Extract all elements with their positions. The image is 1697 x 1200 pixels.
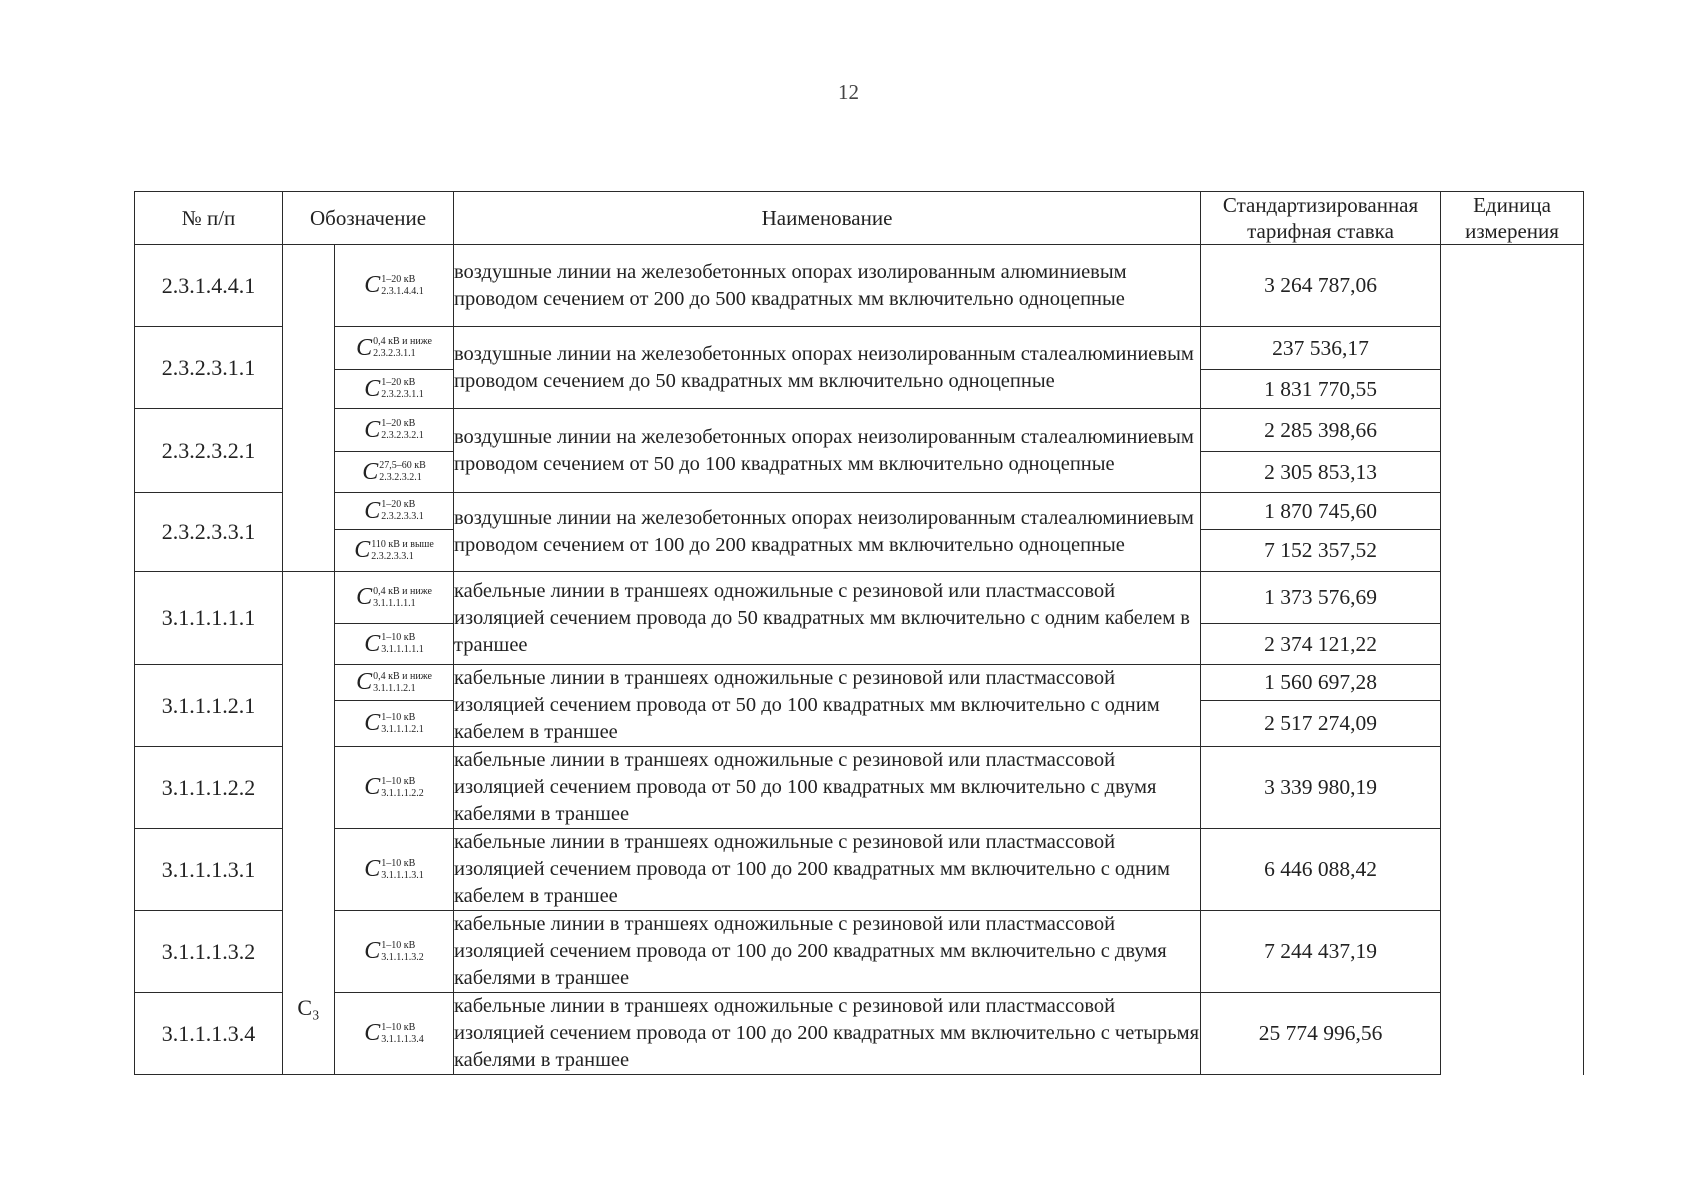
designation-symbol: C bbox=[364, 774, 381, 800]
designation-superscript: 1–10 кВ bbox=[381, 632, 416, 643]
designation-scripts bbox=[381, 377, 424, 401]
designation-formula bbox=[362, 459, 426, 486]
designation-cell bbox=[335, 993, 454, 1075]
designation-formula bbox=[364, 631, 424, 658]
row-number: 3.1.1.1.3.4 bbox=[135, 993, 283, 1075]
row-name: кабельные линии в траншеях одножильные с резиновой или пластмассовой изоляцией сечением провода до 50 квадратных мм включительно с одним кабелем в траншее bbox=[454, 572, 1201, 665]
designation-subscript: 2.3.2.3.3.1 bbox=[371, 550, 414, 562]
designation-scripts bbox=[381, 274, 424, 298]
designation-subscript: 3.1.1.1.2.1 bbox=[381, 723, 424, 735]
designation-scripts bbox=[381, 858, 424, 882]
designation-subscript: 3.1.1.1.2.2 bbox=[381, 787, 424, 799]
designation-scripts bbox=[381, 632, 424, 656]
designation-subscript: 3.1.1.1.3.4 bbox=[381, 1033, 424, 1045]
table-body bbox=[135, 245, 1584, 1075]
designation-formula bbox=[356, 584, 432, 611]
designation-cell bbox=[335, 493, 454, 530]
row-number: 3.1.1.1.3.1 bbox=[135, 829, 283, 911]
designation-superscript: 1–10 кВ bbox=[381, 775, 416, 787]
rate-value: 6 446 088,42 bbox=[1201, 829, 1441, 911]
table-row bbox=[135, 409, 1584, 452]
rate-value: 2 374 121,22 bbox=[1201, 624, 1441, 665]
designation-formula bbox=[364, 417, 424, 444]
designation-subscript: 2.3.2.3.1.1 bbox=[373, 348, 416, 359]
designation-superscript: 1–10 кВ bbox=[381, 1021, 416, 1033]
designation-superscript: 1–10 кВ bbox=[381, 857, 416, 869]
designation-symbol: C bbox=[356, 334, 373, 361]
page-number: 12 bbox=[838, 80, 859, 104]
row-number: 2.3.2.3.3.1 bbox=[135, 493, 283, 572]
designation-subscript: 3.1.1.1.1.1 bbox=[381, 644, 424, 655]
header-num: № п/п bbox=[135, 192, 283, 245]
designation-scripts bbox=[371, 539, 434, 563]
designation-subscript: 2.3.2.3.1.1 bbox=[381, 389, 424, 400]
row-number: 2.3.2.3.1.1 bbox=[135, 327, 283, 409]
designation-symbol: C bbox=[364, 375, 381, 402]
rate-value: 237 536,17 bbox=[1201, 327, 1441, 370]
row-number: 3.1.1.1.2.2 bbox=[135, 747, 283, 829]
rate-value: 25 774 996,56 bbox=[1201, 993, 1441, 1075]
table-row bbox=[135, 993, 1584, 1075]
designation-cell bbox=[335, 327, 454, 370]
row-number: 3.1.1.1.1.1 bbox=[135, 572, 283, 665]
designation-superscript: 1–20 кВ bbox=[381, 418, 416, 429]
row-number: 2.3.1.4.4.1 bbox=[135, 245, 283, 327]
designation-symbol: C bbox=[364, 938, 381, 964]
table-row bbox=[135, 245, 1584, 327]
row-number: 3.1.1.1.2.1 bbox=[135, 665, 283, 747]
designation-symbol: C bbox=[364, 272, 381, 298]
designation-formula bbox=[354, 537, 434, 564]
designation-formula bbox=[364, 856, 424, 883]
designation-formula bbox=[364, 710, 424, 737]
designation-scripts bbox=[381, 940, 424, 964]
designation-formula bbox=[364, 938, 424, 965]
designation-formula bbox=[356, 669, 432, 696]
table-row bbox=[135, 747, 1584, 829]
designation-superscript: 0,4 кВ и ниже bbox=[373, 670, 432, 682]
rate-value: 7 244 437,19 bbox=[1201, 911, 1441, 993]
designation-superscript: 0,4 кВ и ниже bbox=[373, 336, 432, 347]
designation-cell bbox=[335, 409, 454, 452]
designation-scripts bbox=[381, 712, 424, 736]
rate-value: 3 339 980,19 bbox=[1201, 747, 1441, 829]
header-name: Наименование bbox=[454, 192, 1201, 245]
designation-superscript: 27,5–60 кВ bbox=[379, 460, 426, 471]
designation-symbol: C bbox=[356, 584, 373, 610]
rate-value: 3 264 787,06 bbox=[1201, 245, 1441, 327]
row-name: кабельные линии в траншеях одножильные с резиновой или пластмассовой изоляцией сечением провода от 50 до 100 квадратных мм включительно с одним кабелем в траншее bbox=[454, 665, 1201, 747]
designation-subscript: 2.3.2.3.2.1 bbox=[379, 472, 422, 483]
table-row bbox=[135, 493, 1584, 530]
header-designation: Обозначение bbox=[283, 192, 454, 245]
rate-value: 2 517 274,09 bbox=[1201, 701, 1441, 747]
designation-symbol: C bbox=[364, 856, 381, 882]
designation-cell bbox=[335, 530, 454, 572]
designation-superscript: 1–20 кВ bbox=[381, 499, 416, 510]
designation-superscript: 1–10 кВ bbox=[381, 939, 416, 951]
table-row bbox=[135, 665, 1584, 701]
designation-subscript: 3.1.1.1.1.1 bbox=[373, 597, 416, 609]
designation-cell bbox=[335, 572, 454, 624]
designation-superscript: 110 кВ и выше bbox=[371, 538, 434, 550]
table-header-row bbox=[135, 192, 1584, 245]
row-number: 3.1.1.1.3.2 bbox=[135, 911, 283, 993]
designation-cell bbox=[335, 701, 454, 747]
designation-superscript: 1–10 кВ bbox=[381, 711, 416, 723]
designation-formula bbox=[364, 774, 424, 801]
designation-symbol: C bbox=[364, 497, 381, 524]
designation-subscript: 2.3.1.4.4.1 bbox=[381, 285, 424, 297]
designation-subscript: 3.1.1.1.2.1 bbox=[373, 682, 416, 694]
rate-value: 1 373 576,69 bbox=[1201, 572, 1441, 624]
rate-value: 2 285 398,66 bbox=[1201, 409, 1441, 452]
designation-symbol: C bbox=[364, 1020, 381, 1046]
designation-scripts bbox=[381, 776, 424, 800]
designation-formula bbox=[356, 335, 432, 362]
designation-cell bbox=[335, 624, 454, 665]
designation-cell bbox=[335, 245, 454, 327]
designation-scripts bbox=[379, 460, 426, 484]
rate-value: 1 831 770,55 bbox=[1201, 370, 1441, 409]
table-row bbox=[135, 911, 1584, 993]
designation-cell bbox=[335, 911, 454, 993]
row-name: кабельные линии в траншеях одножильные с резиновой или пластмассовой изоляцией сечением провода от 50 до 100 квадратных мм включительно с двумя кабелями в траншее bbox=[454, 747, 1201, 829]
designation-subscript: 2.3.2.3.3.1 bbox=[381, 511, 424, 522]
designation-scripts bbox=[373, 336, 432, 360]
designation-cell bbox=[335, 747, 454, 829]
designation-symbol: C bbox=[364, 416, 381, 443]
designation-scripts bbox=[381, 418, 424, 442]
designation-subscript: 2.3.2.3.2.1 bbox=[381, 430, 424, 441]
row-name: воздушные линии на железобетонных опорах неизолированным сталеалюминиевым проводом сечением от 100 до 200 квадратных мм включительно одноцепные bbox=[454, 493, 1201, 572]
row-number: 2.3.2.3.2.1 bbox=[135, 409, 283, 493]
designation-superscript: 1–20 кВ bbox=[381, 377, 416, 388]
designation-symbol: C bbox=[362, 458, 379, 485]
row-name: кабельные линии в траншеях одножильные с резиновой или пластмассовой изоляцией сечением провода от 100 до 200 квадратных мм включительно с одним кабелем в траншее bbox=[454, 829, 1201, 911]
rate-value: 1 870 745,60 bbox=[1201, 493, 1441, 530]
designation-scripts bbox=[381, 1022, 424, 1046]
designation-formula bbox=[364, 1020, 424, 1047]
table-row bbox=[135, 572, 1584, 624]
designation-superscript: 1–20 кВ bbox=[381, 273, 416, 285]
table-row bbox=[135, 327, 1584, 370]
designation-formula bbox=[364, 498, 424, 525]
designation-formula bbox=[364, 376, 424, 403]
designation-symbol: C bbox=[364, 710, 381, 737]
rate-value: 2 305 853,13 bbox=[1201, 452, 1441, 493]
row-name: воздушные линии на железобетонных опорах неизолированным сталеалюминиевым проводом сечением от 50 до 100 квадратных мм включительно одноцепные bbox=[454, 409, 1201, 493]
header-unit: Единица измерения bbox=[1441, 192, 1584, 245]
designation-cell bbox=[335, 452, 454, 493]
row-name: кабельные линии в траншеях одножильные с резиновой или пластмассовой изоляцией сечением провода от 100 до 200 квадратных мм включительно с четырьмя кабелями в траншее bbox=[454, 993, 1201, 1075]
designation-scripts bbox=[381, 499, 424, 523]
row-name: кабельные линии в траншеях одножильные с резиновой или пластмассовой изоляцией сечением провода от 100 до 200 квадратных мм включительно с двумя кабелями в траншее bbox=[454, 911, 1201, 993]
header-rate: Стандартизированная тарифная ставка bbox=[1201, 192, 1441, 245]
table-row bbox=[135, 829, 1584, 911]
group-designation bbox=[283, 245, 335, 572]
tariff-table bbox=[134, 191, 1584, 1075]
designation-cell bbox=[335, 829, 454, 911]
designation-cell bbox=[335, 665, 454, 701]
designation-subscript: 3.1.1.1.3.2 bbox=[381, 951, 424, 963]
designation-symbol: C bbox=[364, 630, 381, 657]
row-name: воздушные линии на железобетонных опорах изолированным алюминиевым проводом сечением от 200 до 500 квадратных мм включительно одноцепные bbox=[454, 245, 1201, 327]
unit-cell bbox=[1441, 245, 1584, 1075]
designation-symbol: C bbox=[354, 537, 371, 563]
designation-formula bbox=[364, 272, 424, 299]
rate-value: 7 152 357,52 bbox=[1201, 530, 1441, 572]
designation-symbol: C bbox=[356, 669, 373, 696]
row-name: воздушные линии на железобетонных опорах неизолированным сталеалюминиевым проводом сечением до 50 квадратных мм включительно одноцепные bbox=[454, 327, 1201, 409]
designation-scripts bbox=[373, 671, 432, 695]
rate-value: 1 560 697,28 bbox=[1201, 665, 1441, 701]
designation-subscript: 3.1.1.1.3.1 bbox=[381, 869, 424, 881]
designation-cell bbox=[335, 370, 454, 409]
designation-superscript: 0,4 кВ и ниже bbox=[373, 585, 432, 597]
designation-scripts bbox=[373, 586, 432, 610]
group-designation: С₃ bbox=[283, 572, 335, 1075]
